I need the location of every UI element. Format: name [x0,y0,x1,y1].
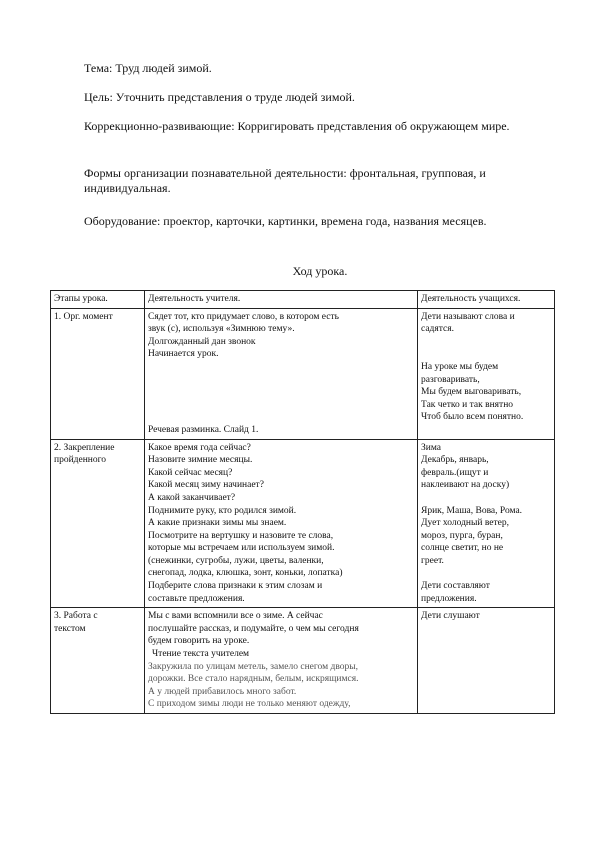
row2-stage [51,439,145,608]
topic-line: Тема: Труд людей зимой. [84,61,212,75]
row1-student-line: Дети называют слова и [421,311,515,322]
row1-teacher [145,308,418,439]
row1-student-line: разговаривать, [421,374,480,385]
row1-student-line: На уроке мы будем [421,361,499,372]
row3-stage [51,608,145,714]
row3-stage-line: 3. Работа с [54,611,98,622]
row2-student-line: предложения. [421,593,477,604]
row2-teacher-line: которые мы встречаем или используем зимой. [148,543,335,554]
reading-heading: Чтение текста учителем [152,649,250,660]
row2-student-line: мороз, пурга, буран, [421,530,503,541]
correction-paragraph: Коррекционно-развивающие: Корригировать представления об окружающем мире. [84,119,510,133]
row2-teacher [145,439,418,608]
row1-teacher-line: Долгожданный дан звонок [148,336,256,347]
row1-teacher-line: Речевая разминка. Слайд 1. [148,424,259,435]
row2-student-line: солнце светит, но не [421,543,504,554]
row1-student-line: Чтоб было всем понятно. [421,412,524,423]
header-teacher-activity: Деятельность учителя. [145,291,418,309]
goal-line: Цель: Уточнить представления о труде людей зимой. [84,90,355,104]
table-row [51,308,555,439]
row2-teacher-line: А какие признаки зимы мы знаем. [148,518,287,529]
row2-stage-line: 2. Закрепление [54,442,115,453]
story-text-line: С приходом зимы люди не только меняют одежду, [148,699,351,710]
row1-student-line: Так четко и так внятно [421,399,514,410]
row3-teacher-line: Мы с вами вспомнили все о зиме. А сейчас [148,611,323,622]
equipment-paragraph: Оборудование: проектор, карточки, картинки, времена года, названия месяцев. [84,214,487,228]
row3-students: Дети слушают [418,608,555,714]
row2-student-line: греет. [421,555,444,566]
row3-teacher [145,608,418,714]
row2-teacher-line: снегопад, лодка, клюшка, зонт, коньки, лопатка) [148,568,343,579]
table-row [51,608,555,714]
row3-teacher-line: послушайте рассказ, и подумайте, о чем мы сегодня [148,623,359,634]
header-stages: Этапы урока. [51,291,145,309]
row2-teacher-line: А какой заканчивает? [148,492,236,503]
row3-teacher-line: будем говорить на уроке. [148,636,250,647]
row2-student-line: февраль.(ищут и [421,467,489,478]
row2-stage-line: пройденного [54,455,107,466]
row2-student-line: наклеивают на доску) [421,480,510,491]
row2-student-line: Зима [421,442,442,453]
row2-student-line: Ярик, Маша, Вова, Рома. [421,505,523,516]
row2-student-line: Дует холодный ветер, [421,518,509,529]
row2-student-line: Дети составляют [421,581,490,592]
table-row [51,439,555,608]
row1-teacher-line: Сядет тот, кто придумает слово, в котором есть [148,311,339,322]
forms-paragraph: Формы организации познавательной деятельности: фронтальная, групповая, и индивидуальная. [84,166,486,195]
row2-teacher-line: Какое время года сейчас? [148,442,251,453]
row2-students [418,439,555,608]
row2-student-line: Декабрь, январь, [421,455,489,466]
row2-teacher-line: Посмотрите на вертушку и назовите те слова, [148,530,334,541]
row1-teacher-line: звук (с), используя «Зимнюю тему». [148,324,295,335]
row1-student-line: садятся. [421,324,454,335]
row2-teacher-line: Какой сейчас месяц? [148,467,233,478]
row2-teacher-line: составьте предложения. [148,593,245,604]
story-text-line: Закружила по улицам метель, замело снегом дворы, [148,661,359,672]
row2-teacher-line: Какой месяц зиму начинает? [148,480,264,491]
row2-teacher-line: Назовите зимние месяцы. [148,455,253,466]
row3-stage-line: текстом [54,623,86,634]
row1-stage: 1. Орг. момент [51,308,145,439]
story-text-line: А у людей прибавилось много забот. [148,686,297,697]
row2-teacher-line: (снежинки, сугробы, лужи, цветы, валенки, [148,555,324,566]
row1-teacher-line: Начинается урок. [148,349,219,360]
row2-teacher-line: Поднимите руку, кто родился зимой. [148,505,297,516]
lesson-table [50,290,555,714]
story-text-line: дорожки. Все стало нарядным, белым, искрящимся. [148,674,359,685]
header-student-activity: Деятельность учащихся. [418,291,555,309]
row1-students [418,308,555,439]
lesson-course-title: Ход урока. [292,264,348,278]
row2-teacher-line: Подберите слова признаки к этим слозам и [148,581,323,592]
table-header-row [51,291,555,309]
row1-student-line: Мы будем выговаривать, [421,387,522,398]
